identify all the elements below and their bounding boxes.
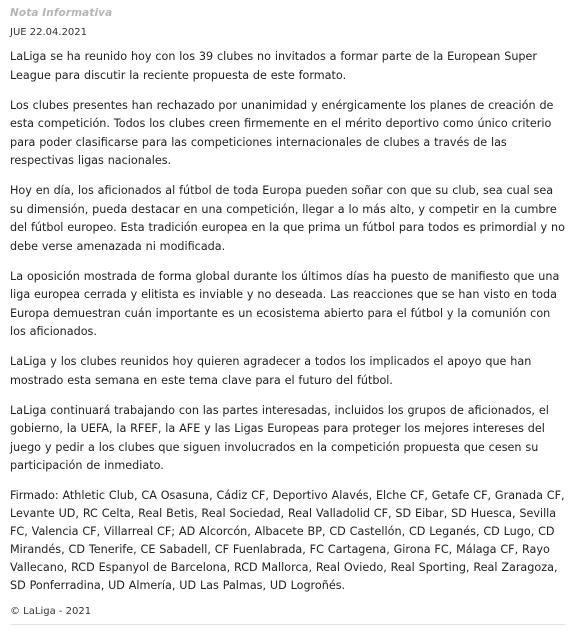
paragraph-opposition: La oposición mostrada de forma global durante los últimos días ha puesto de manifiesto que una liga europea cerrada y elitista es inviable y no deseada. Las reacciones que se han visto en toda Europa demuestran cuán importante es un ecosistema abierto para el fútbol y la comunión con los aficionados.: [10, 269, 560, 338]
section-label: Nota Informativa: [10, 7, 113, 19]
press-release-header: [10, 0, 566, 39]
press-release-body: [10, 48, 566, 595]
paragraph-signatories: Firmado: Athletic Club, CA Osasuna, Cádiz CF, Deportivo Alavés, Elche CF, Getafe CF, Granada CF, Levante UD, RC Celta, Real Betis, Real Sociedad, Real Valladolid CF, SD Eibar, SD Huesca, Sevilla FC, Valencia CF, Villarreal CF; AD Alcorcón, Albacete BP, CD Castellón, CD Leganés, CD Lugo, CD Mirandés, CD Tenerife, CE Sabadell, CF Fuenlabrada, FC Cartagena, Girona FC, Málaga CF, Rayo Vallecano, RCD Espanyol de Barcelona, RCD Mallorca, Real Oviedo, Real Sporting, Real Zaragoza, SD Ponferradina, UD Almería, UD Las Palmas, UD Logroñés.: [10, 489, 565, 592]
footer-divider: [10, 624, 566, 625]
paragraph-rejection: Los clubes presentes han rechazado por unanimidad y enérgicamente los planes de creación de esta competición. Todos los clubes creen firmemente en el mérito deportivo como único criterio para poder clasificarse para las competiciones internacionales de clubes a través de las respectivas ligas nacionales.: [10, 98, 554, 167]
paragraph-intro: LaLiga se ha reunido hoy con los 39 clubes no invitados a formar parte de la European Super League para discutir la reciente propuesta de este formato.: [10, 50, 538, 82]
paragraph-continuation: LaLiga continuará trabajando con las partes interesadas, incluidos los grupos de aficionados, el gobierno, la UEFA, la RFEF, la AFE y las Ligas Europeas para proteger los mejores intereses del juego y pedir a los clubes que siguen involucrados en la competición propuesta que cesen su participación de inmediato.: [10, 403, 549, 472]
copyright-text: © LaLiga - 2021: [10, 605, 92, 617]
paragraph-thanks: LaLiga y los clubes reunidos hoy quieren agradecer a todos los implicados el apoyo que han mostrado esta semana en este tema clave para el futuro del fútbol.: [10, 355, 532, 387]
publish-date: JUE 22.04.2021: [10, 27, 88, 38]
paragraph-tradition: Hoy en día, los aficionados al fútbol de toda Europa pueden soñar con que su club, sea cual sea su dimensión, pueda destacar en una competición, llegar a lo más alto, y competir en la cumbre del fútbol europeo. Esta tradición europea en la que prima un fútbol para todos es primordial y no debe verse amenazada ni modificada.: [10, 184, 565, 253]
